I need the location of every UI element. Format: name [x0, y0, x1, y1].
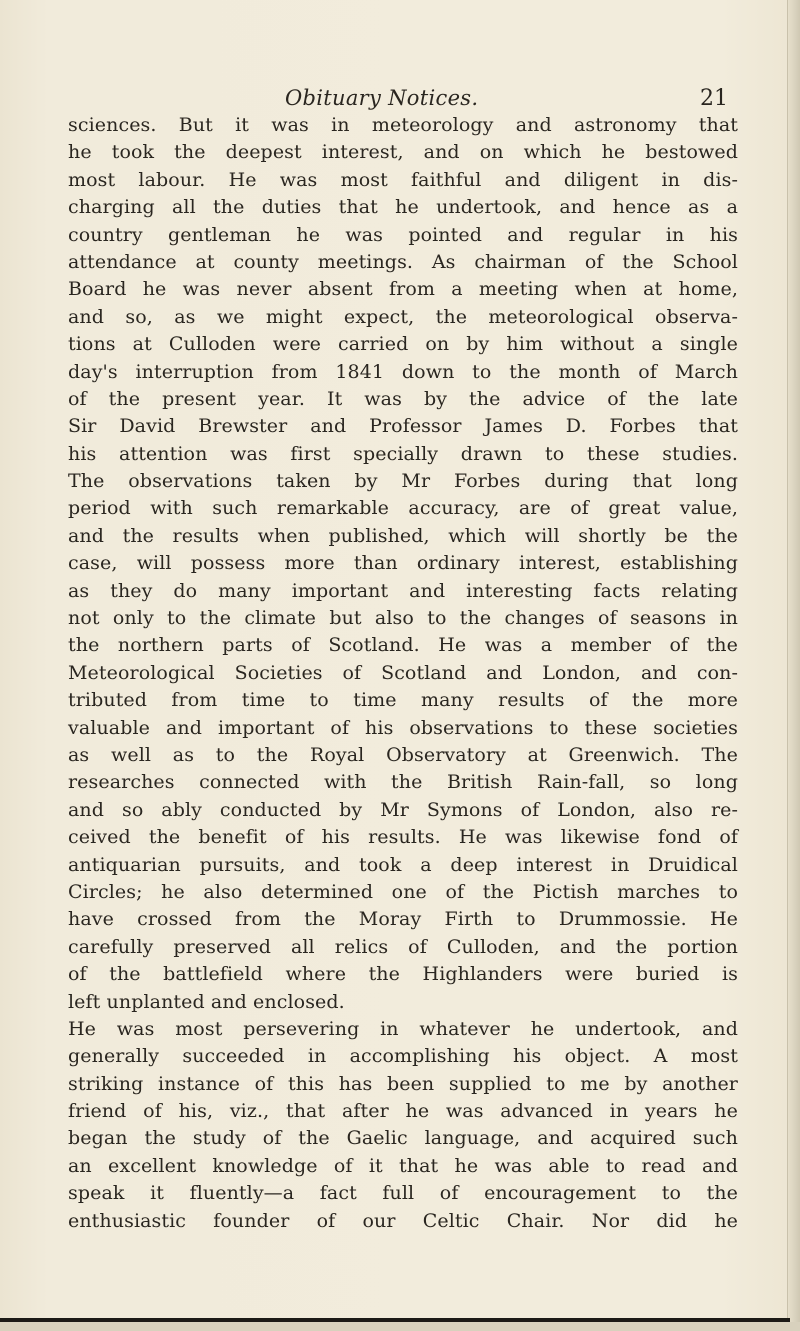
- paragraph-start-line: He was most persevering in whatever he undertook, and: [68, 1017, 738, 1040]
- page-number: 21: [700, 86, 728, 111]
- text-line: valuable and important of his observations to these societies: [68, 716, 738, 739]
- text-line: not only to the climate but also to the changes of seasons in: [68, 607, 738, 630]
- text-line: period with such remarkable accuracy, are of great value,: [68, 497, 738, 520]
- bottom-margin: [0, 1322, 800, 1331]
- text-line: the northern parts of Scotland. He was a member of the: [68, 634, 738, 657]
- text-line: an excellent knowledge of it that he was able to read and: [68, 1154, 738, 1177]
- text-line: as they do many important and interesting facts relating: [68, 579, 738, 602]
- text-line: The observations taken by Mr Forbes during that long: [68, 470, 738, 493]
- text-line: attendance at county meetings. As chairman of the School: [68, 250, 738, 273]
- text-line: country gentleman he was pointed and regular in his: [68, 223, 738, 246]
- text-line: tributed from time to time many results of the more: [68, 689, 738, 712]
- text-line: sciences. But it was in meteorology and astronomy that: [68, 114, 738, 136]
- text-line: most labour. He was most faithful and diligent in dis-: [68, 168, 738, 191]
- text-line: Board he was never absent from a meeting when at home,: [68, 278, 738, 301]
- text-line: have crossed from the Moray Firth to Drummossie. He: [68, 908, 738, 931]
- text-line: and the results when published, which will shortly be the: [68, 524, 738, 547]
- text-line: ceived the benefit of his results. He was likewise fond of: [68, 826, 738, 849]
- text-line: charging all the duties that he undertook, and hence as a: [68, 196, 738, 219]
- text-line: began the study of the Gaelic language, and acquired such: [68, 1127, 738, 1150]
- text-line: tions at Culloden were carried on by him without a single: [68, 333, 738, 356]
- text-line: he took the deepest interest, and on which he bestowed: [68, 141, 738, 164]
- text-line: and so, as we might expect, the meteorological observa-: [68, 305, 738, 328]
- text-line: Sir David Brewster and Professor James D. Forbes that: [68, 415, 738, 438]
- text-line: researches connected with the British Rain-fall, so long: [68, 771, 738, 794]
- text-line: Circles; he also determined one of the Pictish marches to: [68, 880, 738, 903]
- text-line: of the present year. It was by the advice of the late: [68, 387, 738, 410]
- text-line: striking instance of this has been supplied to me by another: [68, 1072, 738, 1095]
- text-line: his attention was first specially drawn to these studies.: [68, 442, 738, 465]
- text-line: as well as to the Royal Observatory at Greenwich. The: [68, 743, 738, 766]
- text-line: Meteorological Societies of Scotland and London, and con-: [68, 661, 738, 684]
- text-line: and so ably conducted by Mr Symons of London, also re-: [68, 798, 738, 821]
- running-head: Obituary Notices.: [285, 86, 479, 110]
- text-line: case, will possess more than ordinary interest, establishing: [68, 552, 738, 575]
- text-line: of the battlefield where the Highlanders were buried is: [68, 963, 738, 986]
- paragraph-end-line: left unplanted and enclosed.: [68, 990, 345, 1013]
- text-line: friend of his, viz., that after he was advanced in years he: [68, 1100, 738, 1123]
- text-line: carefully preserved all relics of Culloden, and the portion: [68, 935, 738, 958]
- text-line: antiquarian pursuits, and took a deep interest in Druidical: [68, 853, 738, 876]
- page-edge: [787, 0, 800, 1331]
- text-line: generally succeeded in accomplishing his object. A most: [68, 1045, 738, 1068]
- body-text: [68, 112, 738, 1235]
- text-line: enthusiastic founder of our Celtic Chair. Nor did he: [68, 1209, 738, 1232]
- text-line: speak it fluently—a fact full of encouragement to the: [68, 1182, 738, 1205]
- text-line: day's interruption from 1841 down to the month of March: [68, 360, 738, 383]
